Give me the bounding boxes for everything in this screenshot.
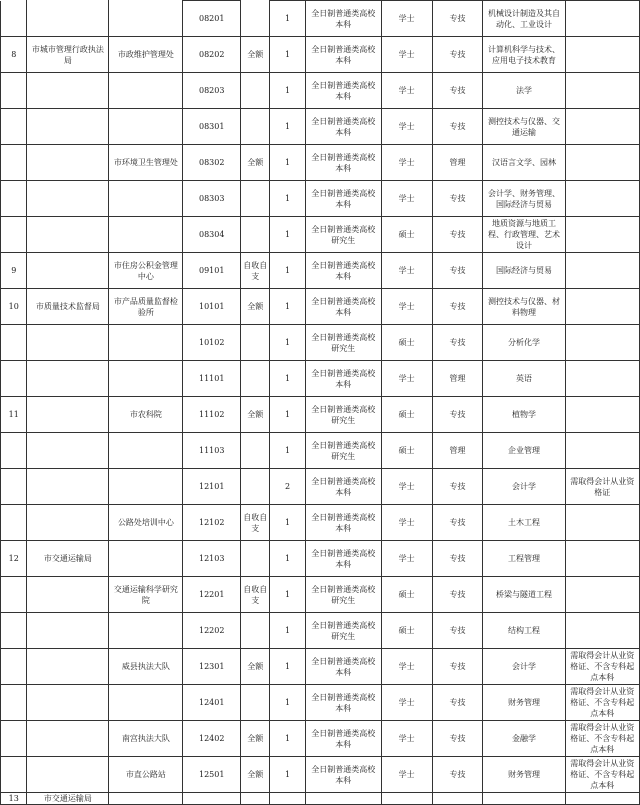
table-row: [1, 397, 640, 433]
count-cell: 1: [270, 577, 305, 613]
note-cell: [565, 325, 639, 361]
code-cell: 12501: [183, 757, 241, 793]
seq-cell: [1, 685, 27, 721]
funding-cell: [241, 613, 270, 649]
table-row: [1, 757, 640, 793]
agency-cell: [27, 757, 109, 793]
note-cell: [565, 541, 639, 577]
type-cell: 专技: [432, 1, 483, 37]
count-cell: 1: [270, 1, 305, 37]
note-cell: [565, 109, 639, 145]
funding-cell: [241, 109, 270, 145]
unit-cell: [109, 685, 183, 721]
funding-cell: 全额: [241, 145, 270, 181]
funding-cell: [241, 469, 270, 505]
agency-cell: 市交通运输局: [27, 541, 109, 577]
count-cell: 1: [270, 721, 305, 757]
edu-cell: 全日制普通类高校本科: [305, 289, 381, 325]
degree-cell: 硕士: [381, 397, 432, 433]
unit-cell: [109, 1, 183, 37]
agency-cell: [27, 613, 109, 649]
seq-cell: 11: [1, 397, 27, 433]
major-cell: 桥梁与隧道工程: [483, 577, 565, 613]
unit-cell: 市住房公积金管理中心: [109, 253, 183, 289]
table-row: [1, 613, 640, 649]
funding-cell: [241, 685, 270, 721]
type-cell: 专技: [432, 397, 483, 433]
seq-cell: [1, 361, 27, 397]
agency-cell: 市质量技术监督局: [27, 289, 109, 325]
unit-cell: 交通运输科学研究院: [109, 577, 183, 613]
code-cell: 08201: [183, 1, 241, 37]
edu-cell: 全日制普通类高校本科: [305, 757, 381, 793]
table-row: [1, 577, 640, 613]
code-cell: 09101: [183, 253, 241, 289]
seq-cell: [1, 325, 27, 361]
degree-cell: 硕士: [381, 433, 432, 469]
funding-cell: [241, 361, 270, 397]
type-cell: 专技: [432, 613, 483, 649]
count-cell: 1: [270, 361, 305, 397]
note-cell: [565, 397, 639, 433]
seq-cell: 12: [1, 541, 27, 577]
degree-cell: 学士: [381, 73, 432, 109]
count-cell: 1: [270, 685, 305, 721]
agency-cell: 市城市管理行政执法局: [27, 37, 109, 73]
table-row: [1, 505, 640, 541]
edu-cell: 全日制普通类高校本科: [305, 73, 381, 109]
edu-cell: 全日制普通类高校研究生: [305, 577, 381, 613]
seq-cell: [1, 577, 27, 613]
funding-cell: 全额: [241, 397, 270, 433]
type-cell: 专技: [432, 721, 483, 757]
major-cell: 财务管理: [483, 685, 565, 721]
seq-cell: 9: [1, 253, 27, 289]
table-row: [1, 217, 640, 253]
funding-cell: 自收自支: [241, 505, 270, 541]
table-row: [1, 1, 640, 37]
edu-cell: 全日制普通类高校本科: [305, 505, 381, 541]
major-cell: 测控技术与仪器、材料物理: [483, 289, 565, 325]
table-row: [1, 181, 640, 217]
seq-cell: [1, 505, 27, 541]
type-cell: 专技: [432, 541, 483, 577]
table-row: [1, 145, 640, 181]
major-cell: 金融学: [483, 721, 565, 757]
degree-cell: 学士: [381, 181, 432, 217]
table-row: [1, 37, 640, 73]
degree-cell: 学士: [381, 685, 432, 721]
funding-cell: [241, 325, 270, 361]
table-row: [1, 361, 640, 397]
seq-cell: [1, 721, 27, 757]
code-cell: 12202: [183, 613, 241, 649]
funding-cell: 全额: [241, 289, 270, 325]
edu-cell: 全日制普通类高校本科: [305, 37, 381, 73]
count-cell: 1: [270, 37, 305, 73]
edu-cell: 全日制普通类高校本科: [305, 1, 381, 37]
major-cell: 会计学、财务管理、国际经济与贸易: [483, 181, 565, 217]
funding-cell: 全额: [241, 757, 270, 793]
code-cell: 08302: [183, 145, 241, 181]
agency-cell: 市交通运输局: [27, 793, 109, 805]
unit-cell: 市农科院: [109, 397, 183, 433]
code-cell: 11101: [183, 361, 241, 397]
code-cell: 12401: [183, 685, 241, 721]
count-cell: 1: [270, 73, 305, 109]
type-cell: 专技: [432, 37, 483, 73]
degree-cell: 学士: [381, 361, 432, 397]
table-row: [1, 433, 640, 469]
count-cell: 1: [270, 505, 305, 541]
note-cell: [565, 181, 639, 217]
type-cell: 专技: [432, 73, 483, 109]
unit-cell: [109, 181, 183, 217]
note-cell: [565, 613, 639, 649]
major-cell: 机械设计制造及其自动化、工业设计: [483, 1, 565, 37]
major-cell: 会计学: [483, 649, 565, 685]
edu-cell: 全日制普通类高校研究生: [305, 433, 381, 469]
agency-cell: [27, 217, 109, 253]
seq-cell: [1, 73, 27, 109]
count-cell: 2: [270, 469, 305, 505]
table-row: [1, 73, 640, 109]
type-cell: 专技: [432, 577, 483, 613]
seq-cell: [1, 1, 27, 37]
agency-cell: [27, 685, 109, 721]
table-row: [1, 541, 640, 577]
unit-cell: 市政维护管理处: [109, 37, 183, 73]
seq-cell: [1, 757, 27, 793]
major-cell: 测控技术与仪器、交通运输: [483, 109, 565, 145]
count-cell: 1: [270, 649, 305, 685]
major-cell: 地质资源与地质工程、行政管理、艺术设计: [483, 217, 565, 253]
code-cell: 12301: [183, 649, 241, 685]
agency-cell: [27, 181, 109, 217]
note-cell: [565, 1, 639, 37]
table-row: [1, 289, 640, 325]
count-cell: 1: [270, 289, 305, 325]
type-cell: 专技: [432, 109, 483, 145]
agency-cell: [27, 73, 109, 109]
note-cell: 需取得会计从业资格证、不含专科起点本科: [565, 649, 639, 685]
table-row: [1, 253, 640, 289]
unit-cell: [109, 469, 183, 505]
unit-cell: [109, 109, 183, 145]
code-cell: 08301: [183, 109, 241, 145]
code-cell: 08202: [183, 37, 241, 73]
type-cell: 管理: [432, 145, 483, 181]
type-cell: 专技: [432, 325, 483, 361]
table-row: [1, 721, 640, 757]
major-cell: 英语: [483, 361, 565, 397]
seq-cell: [1, 613, 27, 649]
major-cell: 法学: [483, 73, 565, 109]
seq-cell: 13: [1, 793, 27, 805]
type-cell: 专技: [432, 505, 483, 541]
degree-cell: 学士: [381, 649, 432, 685]
type-cell: 专技: [432, 217, 483, 253]
note-cell: [565, 577, 639, 613]
edu-cell: 全日制普通类高校研究生: [305, 613, 381, 649]
major-cell: 会计学: [483, 469, 565, 505]
major-cell: 财务管理: [483, 757, 565, 793]
table-row: [1, 649, 640, 685]
major-cell: 结构工程: [483, 613, 565, 649]
agency-cell: [27, 721, 109, 757]
note-cell: [565, 433, 639, 469]
code-cell: 12102: [183, 505, 241, 541]
type-cell: 专技: [432, 649, 483, 685]
degree-cell: 学士: [381, 37, 432, 73]
count-cell: 1: [270, 253, 305, 289]
edu-cell: 全日制普通类高校本科: [305, 649, 381, 685]
edu-cell: 全日制普通类高校研究生: [305, 397, 381, 433]
count-cell: 1: [270, 757, 305, 793]
note-cell: [565, 73, 639, 109]
count-cell: 1: [270, 433, 305, 469]
table-row: [1, 685, 640, 721]
major-cell: 植物学: [483, 397, 565, 433]
degree-cell: 学士: [381, 1, 432, 37]
unit-cell: 市产品质量监督检验所: [109, 289, 183, 325]
agency-cell: [27, 361, 109, 397]
major-cell: 土木工程: [483, 505, 565, 541]
note-cell: [565, 145, 639, 181]
note-cell: [565, 505, 639, 541]
degree-cell: 学士: [381, 469, 432, 505]
edu-cell: 全日制普通类高校本科: [305, 361, 381, 397]
note-cell: 需取得会计从业资格证: [565, 469, 639, 505]
code-cell: 11103: [183, 433, 241, 469]
funding-cell: [241, 217, 270, 253]
degree-cell: 学士: [381, 541, 432, 577]
agency-cell: [27, 505, 109, 541]
count-cell: 1: [270, 217, 305, 253]
degree-cell: 硕士: [381, 613, 432, 649]
seq-cell: [1, 649, 27, 685]
unit-cell: [109, 73, 183, 109]
type-cell: 专技: [432, 469, 483, 505]
code-cell: 12103: [183, 541, 241, 577]
agency-cell: [27, 649, 109, 685]
major-cell: 国际经济与贸易: [483, 253, 565, 289]
unit-cell: [109, 433, 183, 469]
degree-cell: 学士: [381, 253, 432, 289]
seq-cell: 8: [1, 37, 27, 73]
count-cell: 1: [270, 325, 305, 361]
edu-cell: 全日制普通类高校本科: [305, 109, 381, 145]
edu-cell: 全日制普通类高校本科: [305, 145, 381, 181]
agency-cell: [27, 145, 109, 181]
major-cell: 计算机科学与技术、应用电子技术教育: [483, 37, 565, 73]
funding-cell: [241, 541, 270, 577]
seq-cell: [1, 109, 27, 145]
agency-cell: [27, 397, 109, 433]
type-cell: 专技: [432, 685, 483, 721]
agency-cell: [27, 253, 109, 289]
funding-cell: 自收自支: [241, 577, 270, 613]
seq-cell: [1, 181, 27, 217]
funding-cell: [241, 73, 270, 109]
note-cell: [565, 289, 639, 325]
code-cell: 10102: [183, 325, 241, 361]
count-cell: 1: [270, 541, 305, 577]
degree-cell: 硕士: [381, 325, 432, 361]
code-cell: 12201: [183, 577, 241, 613]
type-cell: 管理: [432, 361, 483, 397]
agency-cell: [27, 469, 109, 505]
type-cell: 专技: [432, 253, 483, 289]
count-cell: 1: [270, 145, 305, 181]
unit-cell: 公路处培训中心: [109, 505, 183, 541]
degree-cell: 学士: [381, 757, 432, 793]
count-cell: 1: [270, 109, 305, 145]
code-cell: 08203: [183, 73, 241, 109]
degree-cell: 学士: [381, 505, 432, 541]
major-cell: 汉语言文学、园林: [483, 145, 565, 181]
edu-cell: 全日制普通类高校本科: [305, 541, 381, 577]
code-cell: 10101: [183, 289, 241, 325]
count-cell: 1: [270, 181, 305, 217]
type-cell: 专技: [432, 757, 483, 793]
degree-cell: 硕士: [381, 217, 432, 253]
note-cell: 需取得会计从业资格证、不含专科起点本科: [565, 721, 639, 757]
code-cell: 12101: [183, 469, 241, 505]
funding-cell: 全额: [241, 37, 270, 73]
seq-cell: [1, 217, 27, 253]
edu-cell: 全日制普通类高校本科: [305, 253, 381, 289]
type-cell: 专技: [432, 289, 483, 325]
note-cell: [565, 37, 639, 73]
note-cell: 需取得会计从业资格证、不含专科起点本科: [565, 757, 639, 793]
funding-cell: [241, 433, 270, 469]
code-cell: 11102: [183, 397, 241, 433]
count-cell: 1: [270, 397, 305, 433]
major-cell: 企业管理: [483, 433, 565, 469]
unit-cell: [109, 361, 183, 397]
unit-cell: 市直公路站: [109, 757, 183, 793]
unit-cell: [109, 613, 183, 649]
agency-cell: [27, 325, 109, 361]
funding-cell: 自收自支: [241, 253, 270, 289]
table-row: [1, 325, 640, 361]
unit-cell: 市环境卫生管理处: [109, 145, 183, 181]
degree-cell: 硕士: [381, 577, 432, 613]
major-cell: 分析化学: [483, 325, 565, 361]
unit-cell: 南宫执法大队: [109, 721, 183, 757]
code-cell: 12402: [183, 721, 241, 757]
note-cell: [565, 217, 639, 253]
degree-cell: 学士: [381, 109, 432, 145]
edu-cell: 全日制普通类高校本科: [305, 721, 381, 757]
major-cell: 工程管理: [483, 541, 565, 577]
degree-cell: 学士: [381, 721, 432, 757]
funding-cell: [241, 181, 270, 217]
seq-cell: [1, 433, 27, 469]
agency-cell: [27, 433, 109, 469]
count-cell: 1: [270, 613, 305, 649]
code-cell: 08303: [183, 181, 241, 217]
table-row: [1, 469, 640, 505]
type-cell: 专技: [432, 181, 483, 217]
degree-cell: 学士: [381, 289, 432, 325]
unit-cell: [109, 541, 183, 577]
degree-cell: 学士: [381, 145, 432, 181]
seq-cell: [1, 145, 27, 181]
unit-cell: [109, 217, 183, 253]
agency-cell: [27, 1, 109, 37]
note-cell: [565, 253, 639, 289]
edu-cell: 全日制普通类高校本科: [305, 181, 381, 217]
code-cell: 08304: [183, 217, 241, 253]
funding-cell: 全额: [241, 721, 270, 757]
unit-cell: [109, 325, 183, 361]
note-cell: 需取得会计从业资格证、不含专科起点本科: [565, 685, 639, 721]
funding-cell: 全额: [241, 649, 270, 685]
edu-cell: 全日制普通类高校研究生: [305, 217, 381, 253]
edu-cell: 全日制普通类高校研究生: [305, 325, 381, 361]
seq-cell: 10: [1, 289, 27, 325]
agency-cell: [27, 109, 109, 145]
funding-cell: [241, 1, 270, 37]
edu-cell: 全日制普通类高校本科: [305, 685, 381, 721]
agency-cell: [27, 577, 109, 613]
type-cell: 管理: [432, 433, 483, 469]
seq-cell: [1, 469, 27, 505]
edu-cell: 全日制普通类高校本科: [305, 469, 381, 505]
note-cell: [565, 361, 639, 397]
unit-cell: 威县执法大队: [109, 649, 183, 685]
table-row: [1, 109, 640, 145]
